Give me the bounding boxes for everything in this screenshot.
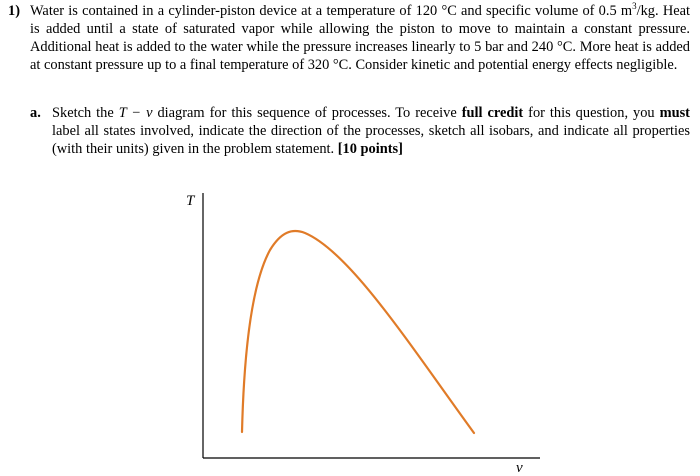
problem-text-part-1: Water is contained in a cylinder-piston device at a temperature of 120 °C and specific volume of 0.5 m — [30, 3, 633, 19]
full-credit-bold: full credit — [461, 105, 524, 121]
part-a-text-1: Sketch the — [52, 105, 119, 121]
problem-number: 1) — [8, 3, 20, 19]
part-a-label: a. — [30, 105, 41, 121]
part-a-text-4: label all states involved, indicate the direction of the processes, sketch all isobars, and indicate all properties (with their units) given in the problem statement. — [52, 123, 690, 157]
part-a-text-2: diagram for this sequence of processes. To receive — [152, 105, 462, 121]
must-bold: must — [659, 105, 690, 121]
points-bold: [10 points] — [337, 141, 403, 157]
y-axis-label: T — [186, 193, 195, 209]
x-axis-label: v — [516, 460, 523, 476]
part-a-text-3: for this question, you — [523, 105, 660, 121]
saturation-dome-curve — [242, 231, 474, 433]
superscript-3: 3 — [632, 1, 637, 12]
part-a-variable: T − v — [118, 105, 153, 121]
problem-text-part-2: /kg. Heat is added until a state of saturated vapor while allowing the piston to move to maintain a constant pressure. Additional heat is added to the water while the pressure increases linearly to 5 bar and 240 °C. More heat is added at constant pressure up to a final temperature of 320 °C. Consider kinetic and potential energy effects negligible. — [30, 3, 691, 73]
